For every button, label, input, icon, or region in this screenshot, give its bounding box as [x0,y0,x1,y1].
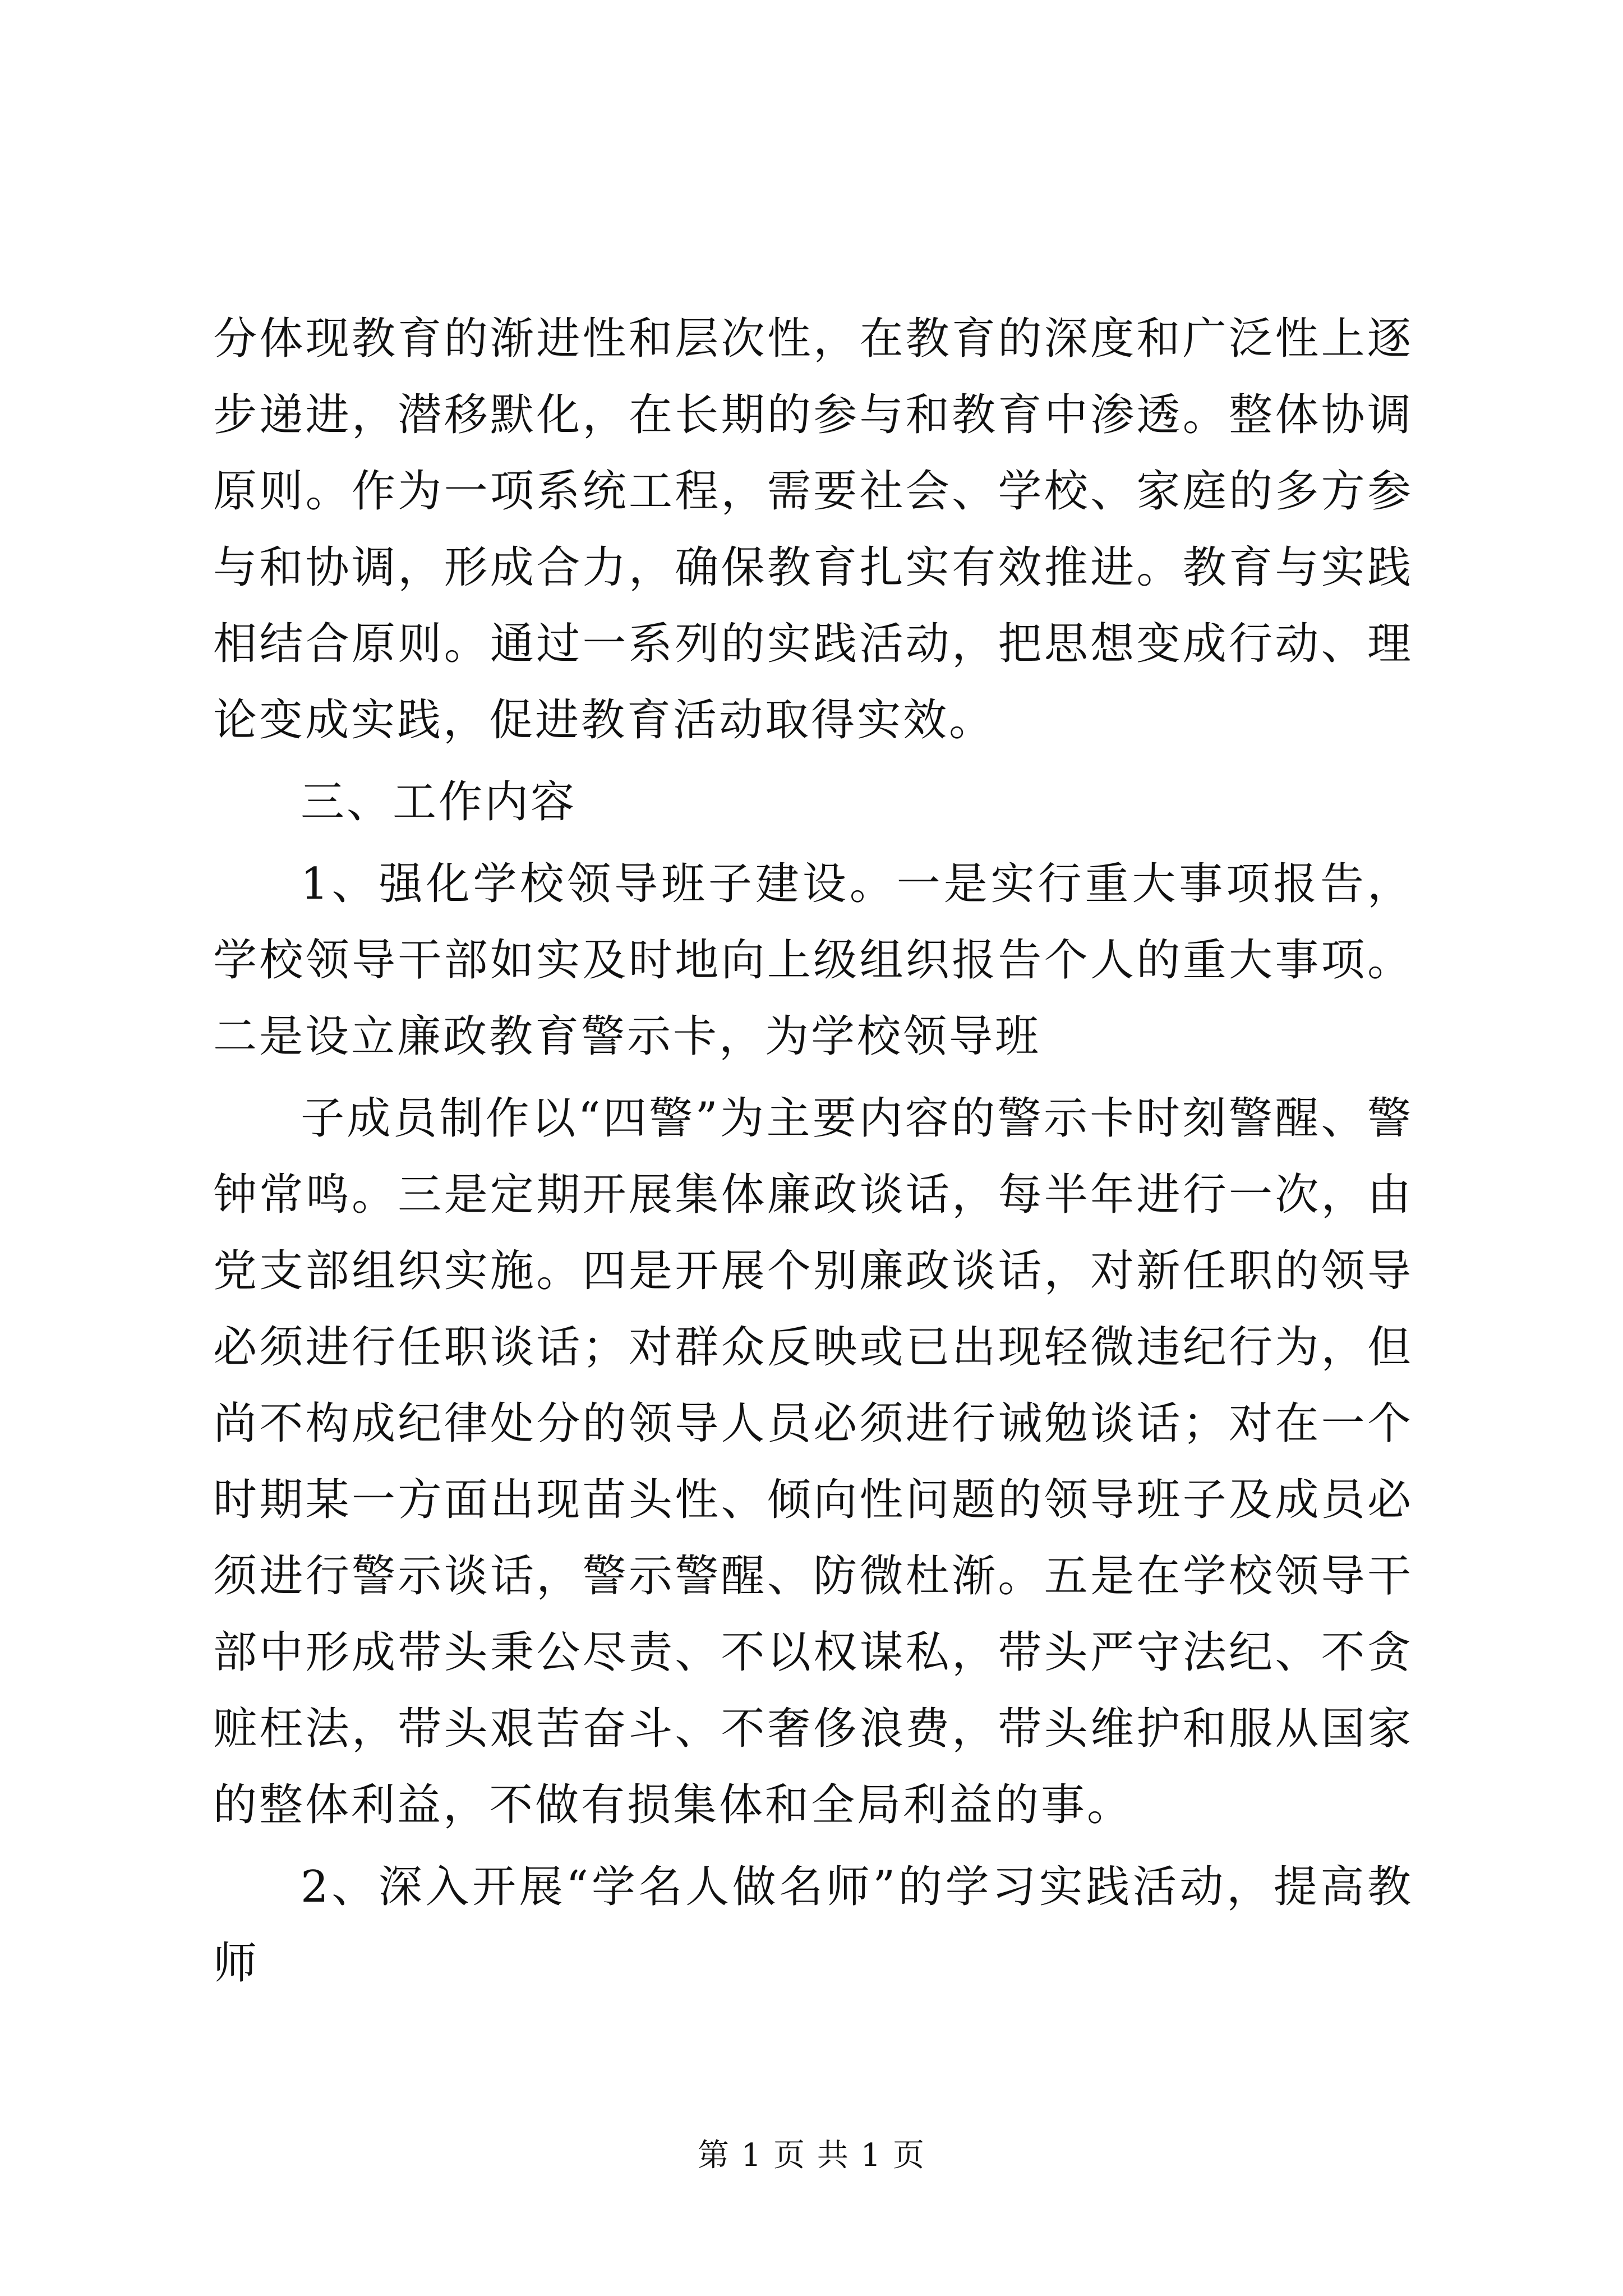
paragraph: 分体现教育的渐进性和层次性，在教育的深度和广泛性上逐步递进，潜移默化，在长期的参与和教育中渗透。整体协调原则。作为一项系统工程，需要社会、学校、家庭的多方参与和协调，形成合力，确保教育扎实有效推进。教育与实践相结合原则。通过一系列的实践活动，把思想变成行动、理论变成实践，促进教育活动取得实效。 [213,314,1413,746]
paragraph: 1、强化学校领导班子建设。一是实行重大事项报告，学校领导干部如实及时地向上级组织报告个人的重大事项。二是设立廉政教育警示卡，为学校领导班 [213,859,1413,1062]
paragraph: 2、深入开展“学名人做名师”的学习实践活动，提高教师 [213,1862,1413,1989]
section-heading: 三、工作内容 [301,777,577,827]
document-body [213,301,1413,2007]
paragraph: 子成员制作以“四警”为主要内容的警示卡时刻警醒、警钟常鸣。三是定期开展集体廉政谈话，每半年进行一次，由党支部组织实施。四是开展个别廉政谈话，对新任职的领导必须进行任职谈话；对群众反映或已出现轻微违纪行为，但尚不构成纪律处分的领导人员必须进行诫勉谈话；对在一个时期某一方面出现苗头性、倾向性问题的领导班子及成员必须进行警示谈话，警示警醒、防微杜渐。五是在学校领导干部中形成带头秉公尽责、不以权谋私，带头严守法纪、不贪赃枉法，带头艰苦奋斗、不奢侈浪费，带头维护和服从国家的整体利益，不做有损集体和全局利益的事。 [213,1093,1413,1830]
page-footer: 第 1 页 共 1 页 [697,2137,926,2174]
